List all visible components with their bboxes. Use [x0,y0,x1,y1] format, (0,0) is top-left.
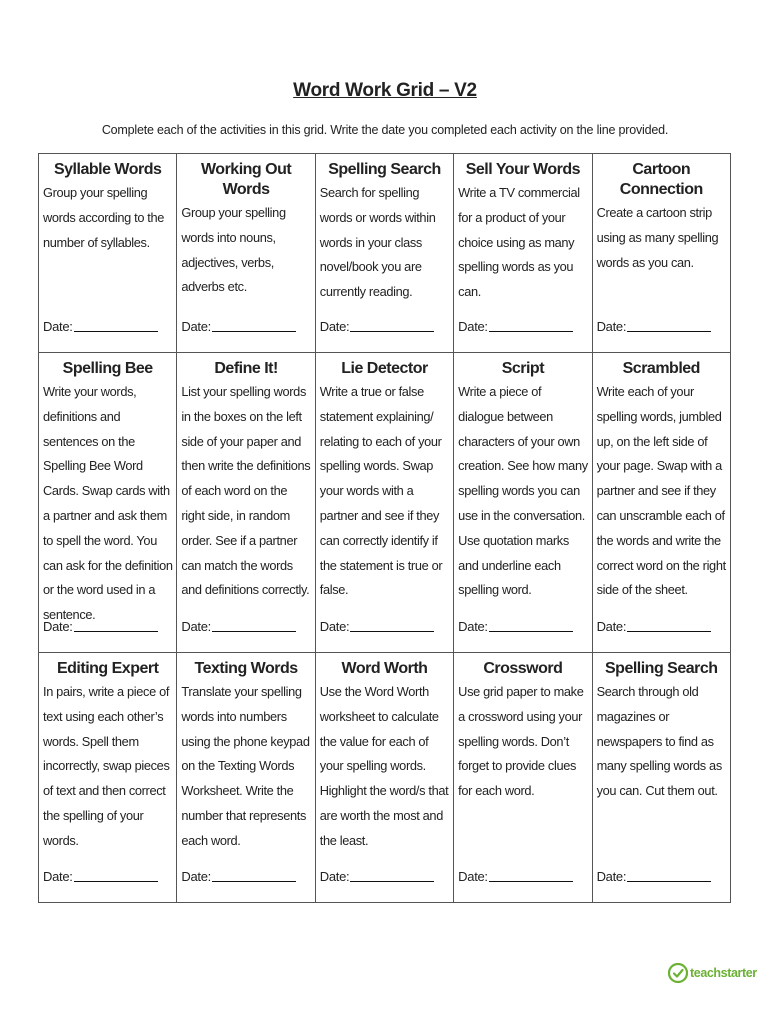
date-field[interactable] [181,619,296,634]
date-label: Date: [43,869,73,884]
activity-title: Texting Words [194,660,298,677]
date-field[interactable] [597,319,712,334]
date-field[interactable] [320,869,435,884]
date-line [627,330,711,332]
activity-description: Write a TV commercial for a product of your choice using as many spelling words as you can. [458,185,580,300]
activity-description: Write a true or false statement explaining/ relating to each of your spelling words. Swap your words with a partner and see if they can correctly identify if the statement is true or false. [319,384,443,598]
activity-title: Crossword [483,660,563,677]
date-line [350,880,434,882]
activity-description: Write a piece of dialogue between characters of your own creation. See how many spelling words you can use in the conversation. Use quotation marks and underline each spelling word. [458,384,588,598]
date-field[interactable] [320,319,435,334]
activity-description: List your spelling words in the boxes on the left side of your paper and then write the definitions of each word on the right side, in random order. See if a partner can match the words and definitions correctly. [181,384,311,598]
date-line [212,630,296,632]
activity-description: Use grid paper to make a crossword using your spelling words. Don’t forget to provide clues for each word. [458,684,584,799]
date-label: Date: [596,619,627,634]
date-line [74,880,158,882]
grid-cell [454,653,592,903]
date-line [74,330,158,332]
date-label: Date: [181,869,211,884]
activity-title: Word Worth [341,660,428,677]
date-label: Date: [43,619,73,634]
page-instructions: Complete each of the activities in this grid. Write the date you completed each activity on the line provided. [101,123,669,137]
grid-row [39,154,731,353]
date-label: Date: [458,619,488,634]
grid-row [39,353,731,653]
activity-title: Sell Your Words [465,161,581,178]
activity-title: Syllable Words [53,161,162,178]
date-label: Date: [43,319,73,334]
date-label: Date: [319,319,350,334]
word-work-grid [38,153,731,903]
date-field[interactable] [597,619,712,634]
grid-cell [592,353,730,653]
activity-description: Translate your spelling words into numbers using the phone keypad on the Texting Words Worksheet. Write the number that represents each word. [181,684,310,848]
date-label: Date: [319,869,350,884]
activity-description: Search for spelling words or words within words in your class novel/book you are currently reading. [319,185,436,300]
date-label: Date: [458,869,488,884]
date-line [489,880,573,882]
page-title: Word Work Grid – V2 [293,80,477,101]
activity-title: Editing Expert [56,660,159,677]
date-field[interactable] [181,319,296,334]
activity-title: Lie Detector [341,360,428,377]
activity-title: Cartoon Connection [619,161,703,198]
activity-title: Define It! [214,360,278,377]
grid-cell [454,353,592,653]
grid-cell [315,154,453,353]
grid-cell [177,353,315,653]
date-line [489,330,573,332]
date-line [627,630,711,632]
teachstarter-logo-icon [668,963,688,983]
activity-title: Scrambled [622,360,700,377]
activity-description: Group your spelling words into nouns, adjectives, verbs, adverbs etc. [181,205,286,295]
activity-description: Search through old magazines or newspapers to find as many spelling words as you can. Cut them out. [596,684,722,799]
grid-row [39,653,731,903]
date-label: Date: [596,319,627,334]
date-label: Date: [596,869,627,884]
activity-description: Group your spelling words according to the number of syllables. [43,185,165,250]
grid-cell [454,154,592,353]
date-line [350,630,434,632]
date-field[interactable] [43,319,158,334]
grid-cell [315,653,453,903]
activity-title: Spelling Search [605,660,718,677]
grid-cell [39,353,177,653]
date-field[interactable] [458,869,573,884]
date-label: Date: [181,619,211,634]
date-line [212,880,296,882]
grid-cell [39,154,177,353]
date-label: Date: [458,319,488,334]
grid-cell [39,653,177,903]
grid-cell [315,353,453,653]
grid-cell [592,653,730,903]
date-label: Date: [319,619,350,634]
date-field[interactable] [181,869,296,884]
activity-description: Create a cartoon strip using as many spelling words as you can. [596,205,719,270]
date-line [212,330,296,332]
activity-description: Write your words, definitions and sentences on the Spelling Bee Word Cards. Swap cards with a partner and ask them to spell the word. You can ask for the definition or the word used in a sentence. [43,384,173,623]
date-field[interactable] [597,869,712,884]
date-field[interactable] [320,619,435,634]
grid-cell [177,154,315,353]
activity-description: In pairs, write a piece of text using each other’s words. Spell them incorrectly, swap pieces of text and then correct the spelling of your words. [43,684,170,848]
date-field[interactable] [458,619,573,634]
teachstarter-logo-text: teachstarter [690,966,757,980]
date-line [627,880,711,882]
date-line [489,630,573,632]
activity-title: Spelling Bee [62,360,153,377]
activity-title: Working Out Words [200,161,292,198]
grid-cell [177,653,315,903]
grid-cell [592,154,730,353]
teachstarter-logo [668,963,757,983]
date-field[interactable] [43,619,158,634]
activity-description: Write each of your spelling words, jumbled up, on the left side of your page. Swap with a partner and see if they can unscramble each of the words and write the correct word on the right side of the sheet. [596,384,726,598]
date-field[interactable] [458,319,573,334]
activity-title: Script [501,360,545,377]
date-field[interactable] [43,869,158,884]
activity-title: Spelling Search [328,161,441,178]
date-line [350,330,434,332]
activity-description: Use the Word Worth worksheet to calculate the value for each of your spelling words. Highlight the word/s that are worth the most and the least. [319,684,449,848]
date-line [74,630,158,632]
date-label: Date: [181,319,211,334]
